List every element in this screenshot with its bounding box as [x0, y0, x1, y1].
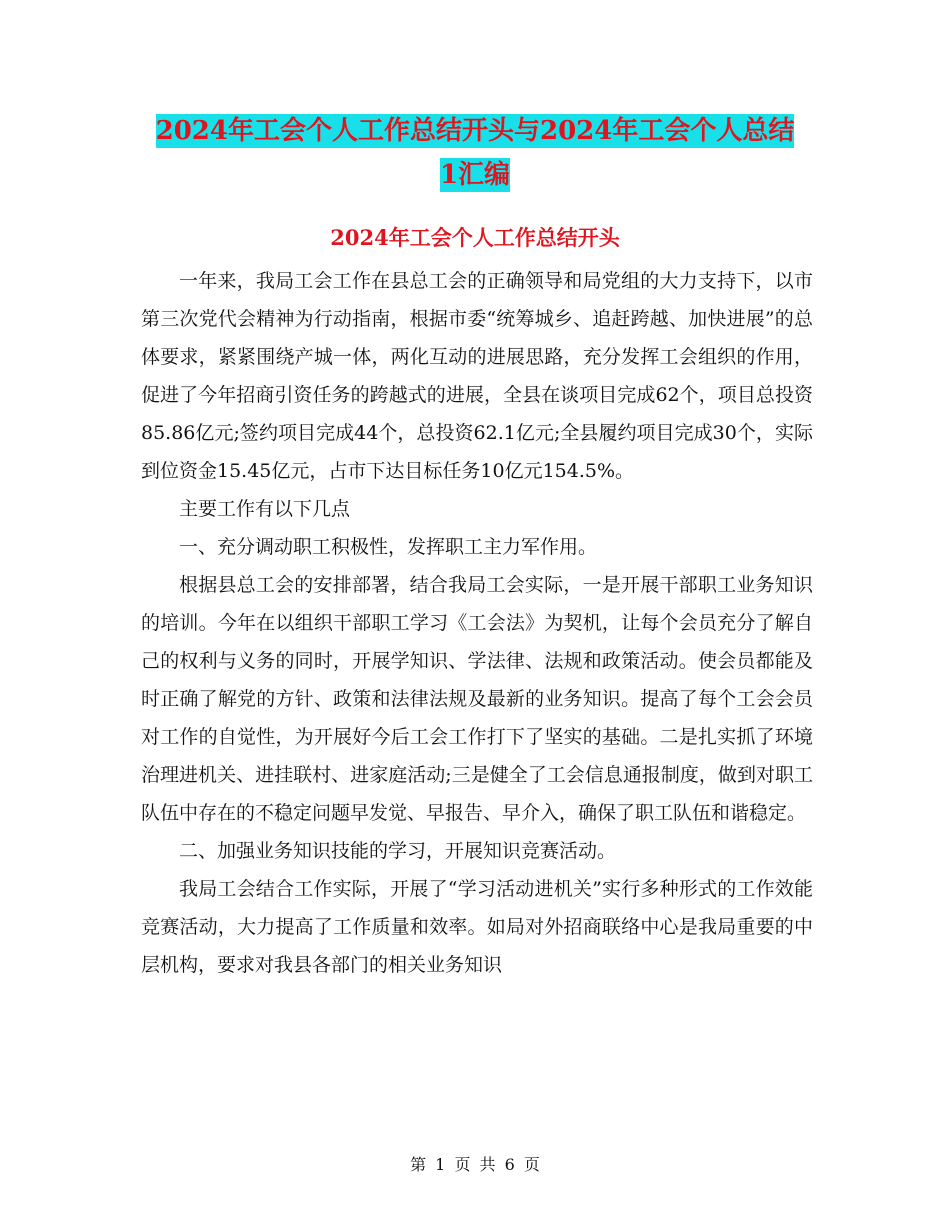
paragraph: 二、加强业务知识技能的学习，开展知识竞赛活动。	[179, 840, 617, 862]
paragraph: 一年来，我局工会工作在县总工会的正确领导和局党组的大力支持下，以市第三次党代会精神为行动指南，根据市委“统筹城乡、追赶跨越、加快进展”的总体要求，紧紧围绕产城一体，两化互动的进展思路，充分发挥工会组织的作用，促进了今年招商引资任务的跨越式的进展，全县在谈项目完成62个，项目总投资85.86亿元;签约项目完成44个，总投资62.1亿元;全县履约项目完成30个，实际到位资金15.45亿元，占市下达目标任务10亿元154.5%。	[141, 270, 813, 482]
page-footer: 第 1 页 共 6 页	[410, 1155, 540, 1174]
document-body	[141, 262, 813, 984]
paragraph: 一、充分调动职工积极性，发挥职工主力军作用。	[179, 536, 598, 558]
document-title-line-2-text: 1汇编	[439, 160, 511, 190]
document-title-line-1	[0, 108, 950, 154]
section-title: 2024年工会个人工作总结开头	[330, 225, 620, 250]
paragraph: 根据县总工会的安排部署，结合我局工会实际，一是开展干部职工业务知识的培训。今年在以组织干部职工学习《工会法》为契机，让每个会员充分了解自己的权利与义务的同时，开展学知识、学法律、法规和政策活动。使会员都能及时正确了解党的方针、政策和法律法规及最新的业务知识。提高了每个工会会员对工作的自觉性，为开展好今后工会工作打下了坚实的基础。二是扎实抓了环境治理进机关、进挂联村、进家庭活动;三是健全了工会信息通报制度，做到对职工队伍中存在的不稳定问题早发觉、早报告、早介入，确保了职工队伍和谐稳定。	[141, 574, 813, 824]
paragraph: 主要工作有以下几点	[179, 498, 351, 520]
paragraph: 我局工会结合工作实际，开展了“学习活动进机关”实行多种形式的工作效能竞赛活动，大力提高了工作质量和效率。如局对外招商联络中心是我局重要的中层机构，要求对我县各部门的相关业务知识	[141, 878, 813, 976]
document-title-line-1-text: 2024年工会个人工作总结开头与2024年工会个人总结	[155, 116, 795, 146]
document-title-line-2	[0, 152, 950, 198]
